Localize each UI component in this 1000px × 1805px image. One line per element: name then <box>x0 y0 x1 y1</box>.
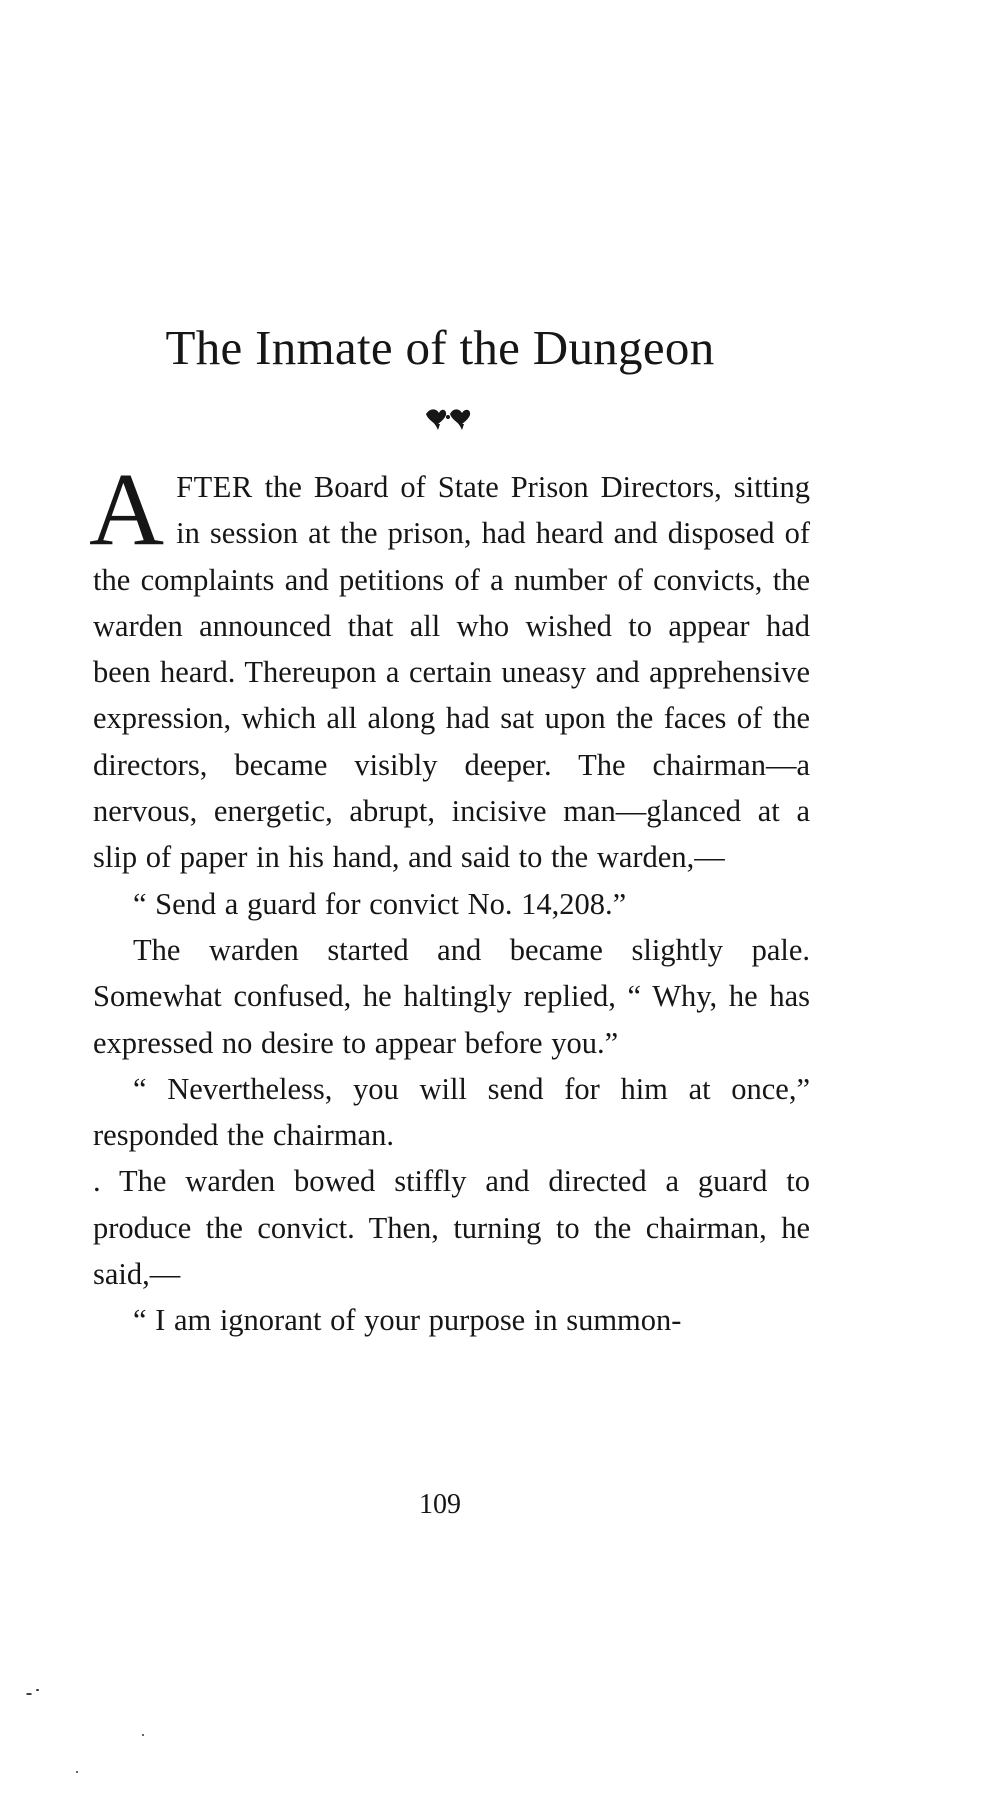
opening-word: FTER <box>176 470 253 504</box>
paragraph: The warden started and became slightly pale. Somewhat confused, he haltingly replied, “ Why, he has expressed no desire to appear before you.” <box>93 932 810 1060</box>
drop-cap: A <box>89 452 165 567</box>
paragraph: . The warden bowed stiffly and directed a guard to produce the convict. Then, turning to the chairman, he said,— <box>93 1164 810 1292</box>
scan-speck <box>76 1771 78 1773</box>
chapter-title: The Inmate of the Dungeon <box>165 320 715 375</box>
page-number: 109 <box>419 1489 461 1520</box>
fleuron-ornament-icon <box>422 404 474 432</box>
scan-speck <box>142 1734 144 1736</box>
paragraph-opening <box>89 452 810 881</box>
scan-speck <box>26 1693 32 1695</box>
body-text <box>89 452 810 1344</box>
paragraph: “ I am ignorant of your purpose in summon- <box>133 1303 682 1338</box>
paragraph: “ Send a guard for convict No. 14,208.” <box>133 886 627 921</box>
paragraph: “ Nevertheless, you will send for him at once,” responded the chairman. <box>93 1071 810 1153</box>
scan-speck <box>36 1689 39 1691</box>
paragraph-opening-text: the Board of State Prison Directors, sitting in session at the prison, had heard and disposed of the complaints and petitions of a number of convicts, the warden announced that all who wished to appear had been heard. Thereupon a certain uneasy and apprehensive expression, which all along had sat upon the faces of the directors, became visibly deeper. The chairman—a nervous, energetic, abrupt, incisive man—glanced at a slip of paper in his hand, and said to the warden,— <box>93 470 810 875</box>
